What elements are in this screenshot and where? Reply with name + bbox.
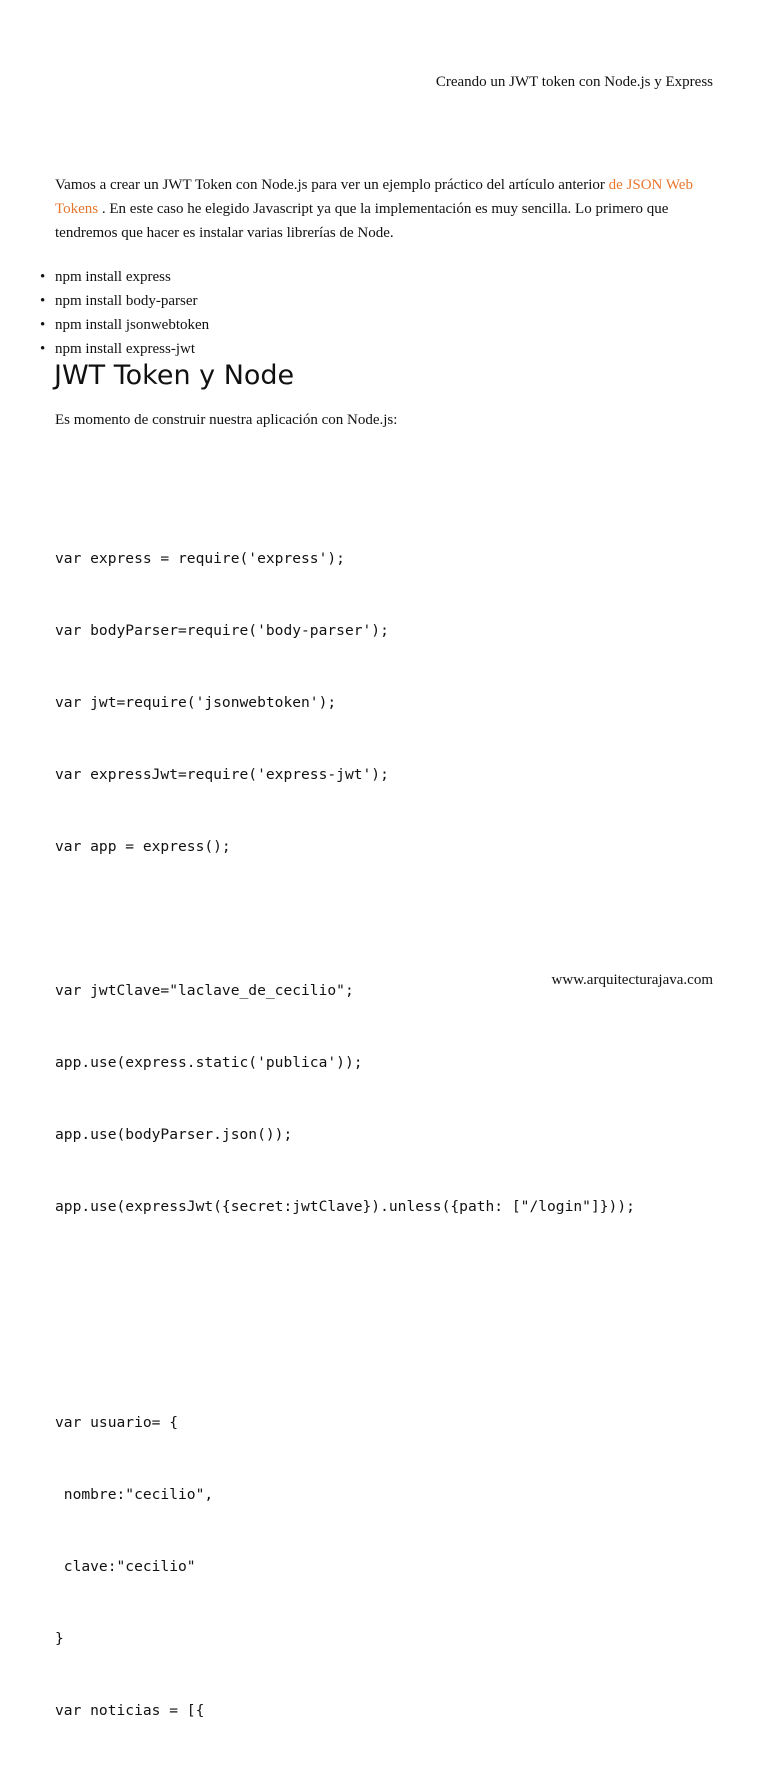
code-line xyxy=(55,907,635,931)
code-line: app.use(bodyParser.json()); xyxy=(55,1126,293,1143)
code-line xyxy=(55,1267,635,1291)
bullet-icon: • xyxy=(40,317,46,333)
code-line: } xyxy=(55,1630,64,1647)
footer-site: www.arquitecturajava.com xyxy=(551,972,713,988)
list-item xyxy=(40,313,210,337)
code-line: var expressJwt=require('express-jwt'); xyxy=(55,766,389,783)
list-item-text: npm install body-parser xyxy=(55,293,198,309)
list-item-text: npm install express xyxy=(55,269,171,285)
list-item-text: npm install jsonwebtoken xyxy=(55,317,210,333)
code-line: var express = require('express'); xyxy=(55,550,345,567)
list-item-text: npm install express-jwt xyxy=(55,341,195,357)
running-header: Creando un JWT token con Node.js y Express xyxy=(435,74,713,90)
code-line: app.use(express.static('publica')); xyxy=(55,1054,363,1071)
code-line: var jwt=require('jsonwebtoken'); xyxy=(55,694,337,711)
code-block xyxy=(55,499,635,1771)
install-list xyxy=(40,265,210,361)
list-item xyxy=(40,265,209,289)
json-web-tokens-link[interactable]: de JSON Web Tokens xyxy=(55,177,693,217)
intro-paragraph xyxy=(55,173,725,245)
code-line: var jwtClave="laclave_de_cecilio"; xyxy=(55,982,354,999)
code-line: var app = express(); xyxy=(55,838,231,855)
intro-text-start: Vamos a crear un JWT Token con Node.js para ver un ejemplo práctico del artículo anterior xyxy=(55,177,609,193)
code-line: var bodyParser=require('body-parser'); xyxy=(55,622,389,639)
list-item xyxy=(40,289,209,313)
intro-text-end: . En este caso he elegido Javascript ya que la implementación es muy sencilla. Lo primero que tendremos que hacer es instalar varias librerías de Node. xyxy=(55,201,669,241)
code-line: app.use(expressJwt({secret:jwtClave}).unless({path: ["/login"]})); xyxy=(55,1198,635,1215)
section-lead: Es momento de construir nuestra aplicación con Node.js: xyxy=(55,412,398,428)
code-line: var noticias = [{ xyxy=(55,1702,205,1719)
bullet-icon: • xyxy=(40,293,46,309)
code-line: clave:"cecilio" xyxy=(55,1558,196,1575)
code-line: nombre:"cecilio", xyxy=(55,1486,214,1503)
code-line xyxy=(55,1339,635,1363)
code-line: var usuario= { xyxy=(55,1414,179,1431)
bullet-icon: • xyxy=(40,269,46,285)
section-heading: JWT Token y Node xyxy=(54,360,295,391)
bullet-icon: • xyxy=(40,341,46,357)
